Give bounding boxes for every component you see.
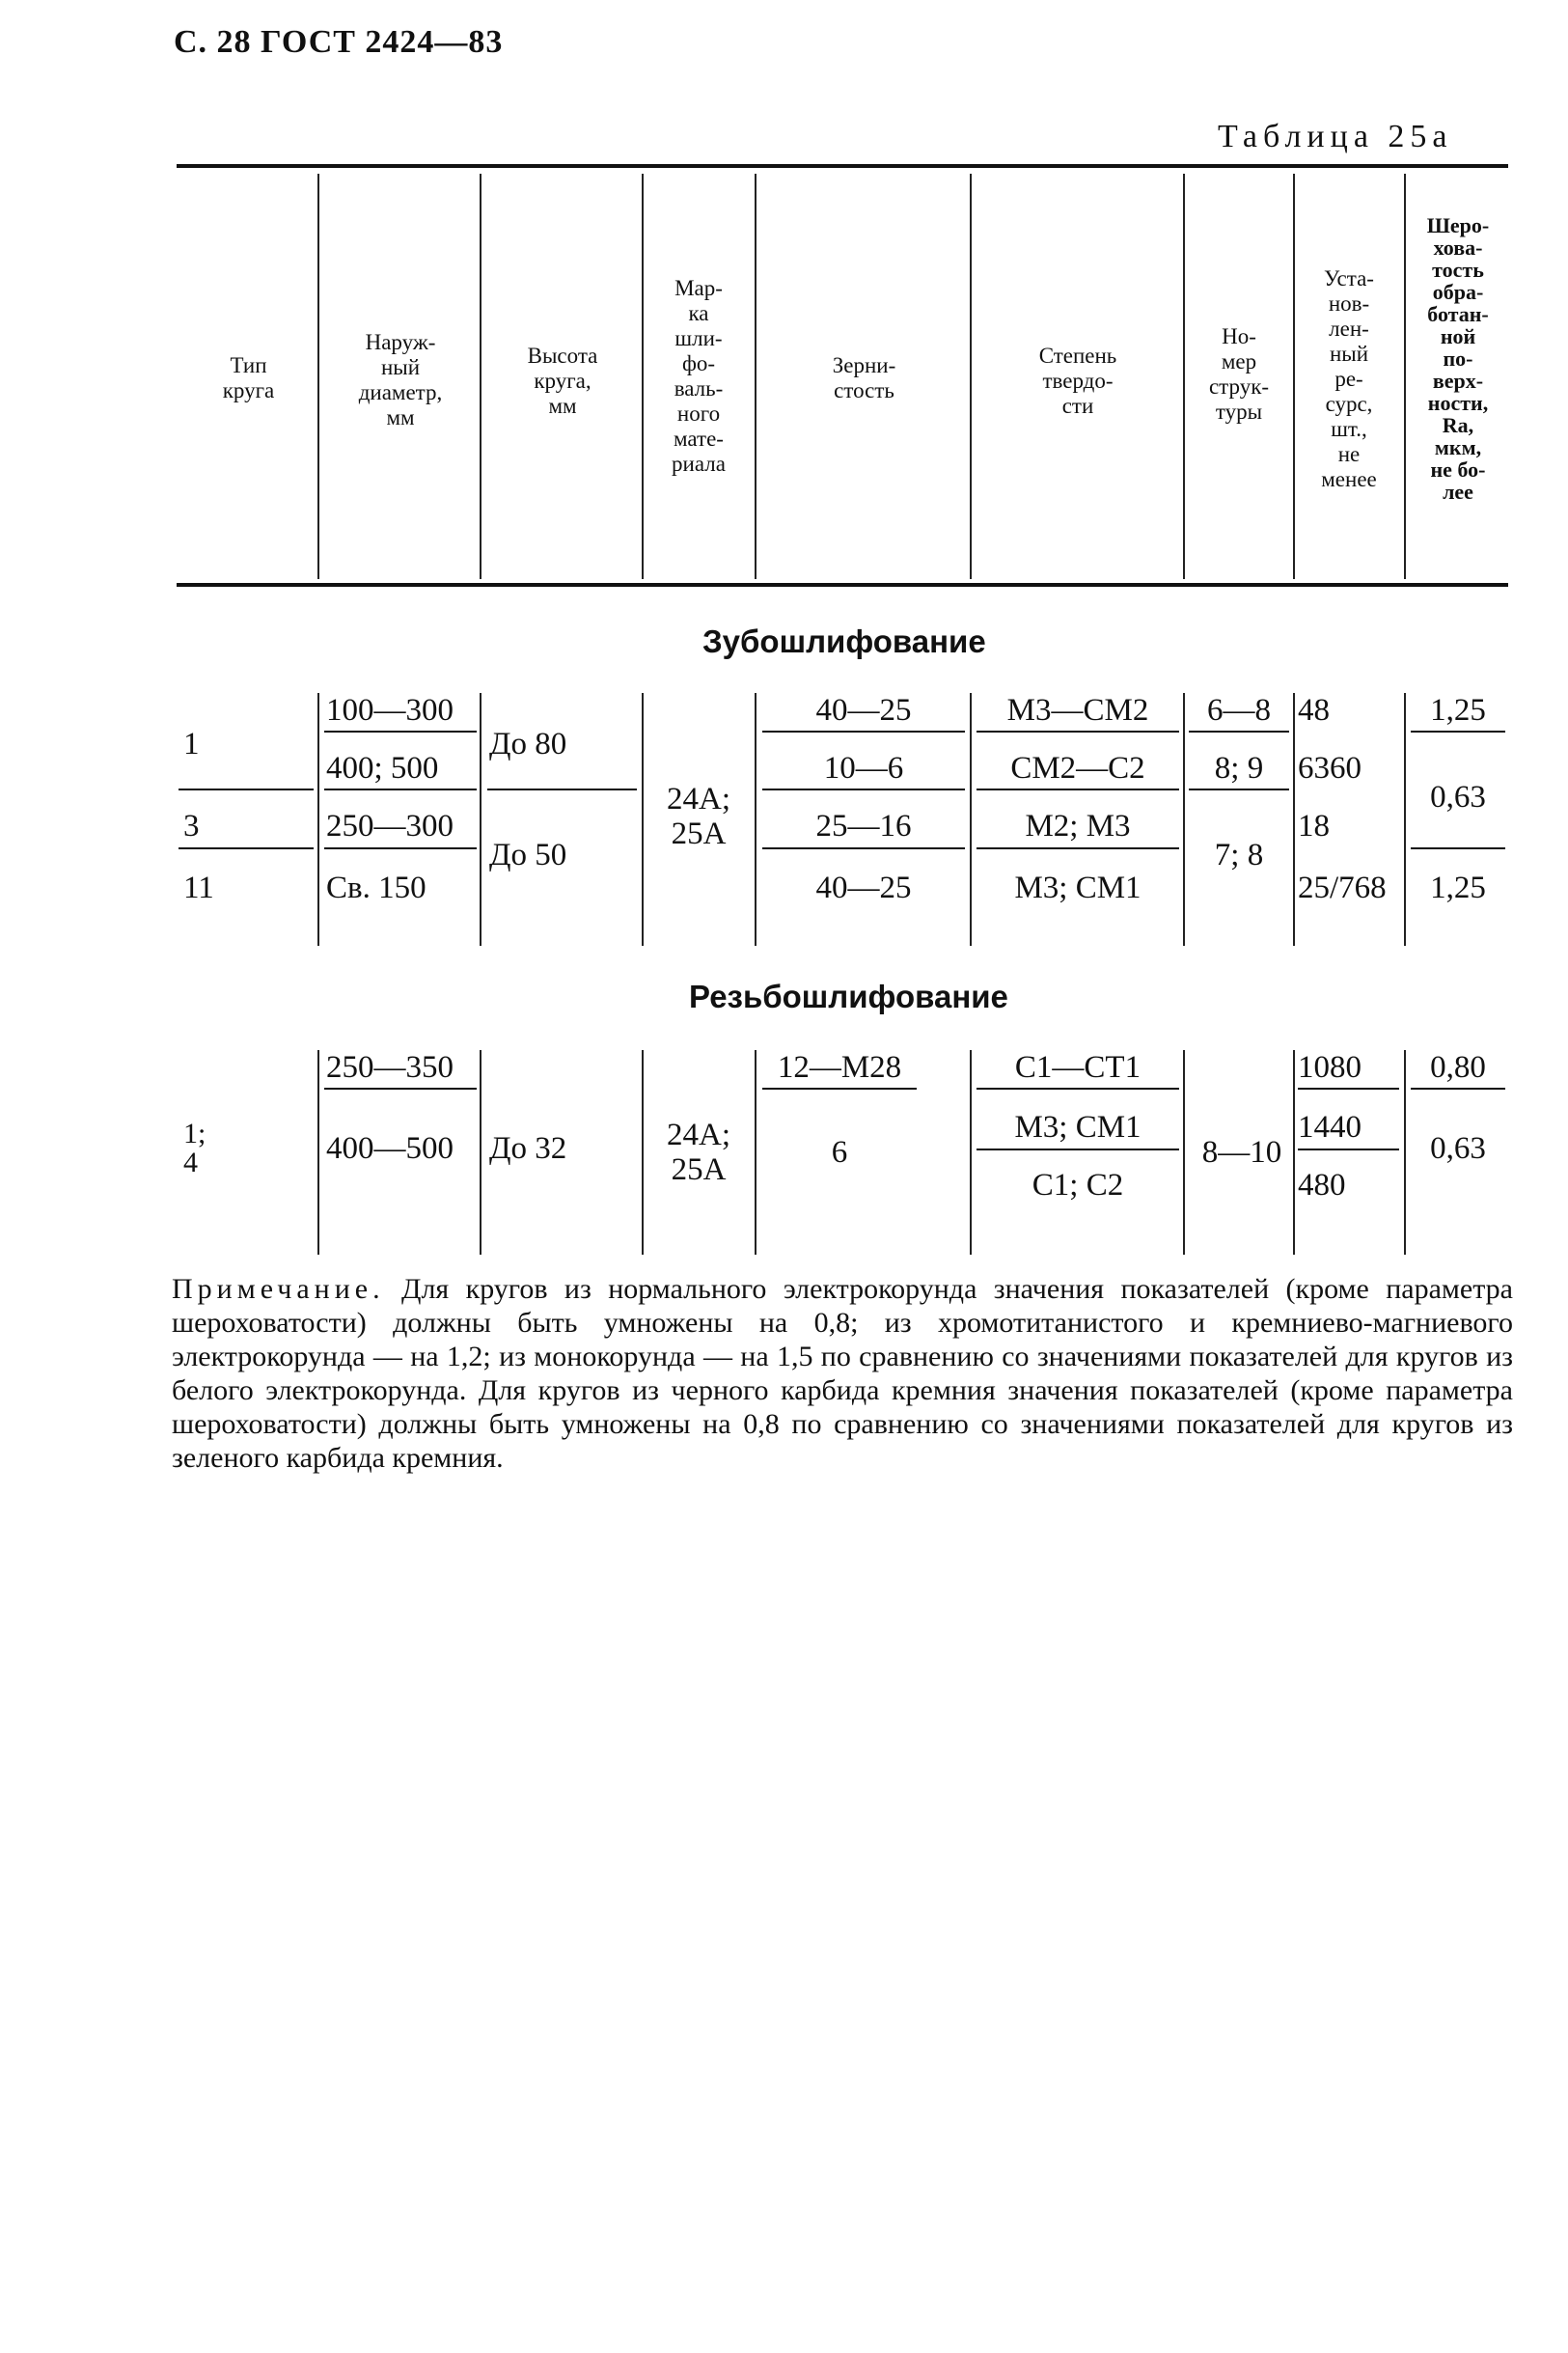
cell-grit: 25—16 <box>815 809 912 844</box>
row-rule <box>762 847 965 849</box>
row-rule <box>1411 1088 1505 1090</box>
table-caption: Таблица 25а <box>1218 119 1453 154</box>
row-rule <box>1189 731 1289 733</box>
column-divider <box>642 1050 644 1255</box>
cell-structure: 8—10 <box>1201 1135 1282 1170</box>
cell-type: 3 <box>183 809 200 844</box>
cell-roughness: 0,63 <box>1430 780 1486 815</box>
column-divider <box>1404 693 1406 946</box>
cell-diameter: 250—350 <box>326 1050 454 1085</box>
cell-grit: 12—М28 <box>777 1050 902 1085</box>
column-divider <box>755 693 756 946</box>
cell-resource: 18 <box>1298 809 1330 844</box>
cell-height: До 32 <box>489 1131 567 1166</box>
cell-hardness: М3; СМ1 <box>1014 871 1142 905</box>
cell-type: 1; 4 <box>183 1118 206 1178</box>
note-lead: Примечание. <box>172 1273 385 1305</box>
row-rule <box>762 1088 917 1090</box>
cell-hardness: С1—СТ1 <box>1014 1050 1142 1085</box>
cell-resource: 6360 <box>1298 751 1362 786</box>
row-rule <box>977 789 1179 790</box>
header-divider <box>642 174 644 579</box>
cell-resource: 480 <box>1298 1168 1346 1203</box>
cell-grit: 6 <box>831 1135 848 1170</box>
row-rule <box>977 1088 1179 1090</box>
row-rule <box>1298 1149 1399 1150</box>
cell-diameter: 400—500 <box>326 1131 454 1166</box>
cell-diameter: 250—300 <box>326 809 454 844</box>
note-paragraph <box>172 1272 1513 1475</box>
column-divider <box>480 693 481 946</box>
column-divider <box>1404 1050 1406 1255</box>
header-height: Высота круга, мм <box>527 344 598 418</box>
row-rule <box>324 1088 477 1090</box>
cell-grit: 40—25 <box>815 693 912 728</box>
cell-height: До 80 <box>489 727 567 761</box>
column-divider <box>480 1050 481 1255</box>
row-rule <box>1411 847 1505 849</box>
cell-hardness: СМ2—С2 <box>1010 751 1145 786</box>
row-rule <box>179 847 314 849</box>
header-material: Мар- ка шли- фо- валь- ного мате- риала <box>672 276 726 476</box>
cell-hardness: М3; СМ1 <box>1014 1110 1142 1145</box>
cell-diameter: 100—300 <box>326 693 454 728</box>
cell-structure: 7; 8 <box>1214 838 1264 872</box>
row-rule <box>324 847 477 849</box>
cell-hardness: М3—СМ2 <box>1006 693 1149 728</box>
cell-resource: 1080 <box>1298 1050 1362 1085</box>
cell-structure: 6—8 <box>1207 693 1271 728</box>
cell-type: 11 <box>183 871 214 905</box>
header-divider <box>480 174 481 579</box>
header-diameter: Наруж- ный диаметр, мм <box>358 330 443 429</box>
section-title: Зубошлифование <box>702 623 986 659</box>
note-body: Для кругов из нормального электрокорунда значения показателей (кроме параметра шероховатости) должны быть умножены на 0,8; из хромотитанистого и кремниево-магниевого электрокорунда — на 1,2; из монокорунда — на 1,5 по сравнению со значениями показателей для кругов из белого электрокорунда. Для кругов из черного карбида кремния значения показателей (кроме параметра шероховатости) должны быть умножены на 0,8 по сравнению со значениями показателей для кругов из зеленого карбида кремния. <box>172 1273 1513 1474</box>
header-divider <box>1183 174 1185 579</box>
cell-grit: 10—6 <box>823 751 904 786</box>
cell-roughness: 1,25 <box>1430 693 1486 728</box>
column-divider <box>1183 1050 1185 1255</box>
row-rule <box>762 731 965 733</box>
header-roughness: Шеро- хова- тость обра- ботан- ной по- верх- ности, Ra, мкм, не бо- лее <box>1426 213 1490 504</box>
table-top-rule <box>177 164 1508 168</box>
cell-roughness: 1,25 <box>1430 871 1486 905</box>
column-divider <box>642 693 644 946</box>
row-rule <box>1298 1088 1399 1090</box>
header-structure: Но- мер струк- туры <box>1208 324 1270 424</box>
header-divider <box>1293 174 1295 579</box>
header-type: Тип круга <box>222 353 275 402</box>
cell-roughness: 0,80 <box>1430 1050 1486 1085</box>
row-rule <box>179 789 314 790</box>
row-rule <box>762 789 965 790</box>
header-hardness: Степень твердо- сти <box>1038 344 1117 418</box>
header-divider <box>1404 174 1406 579</box>
header-grit: Зерни- стость <box>832 353 896 402</box>
header-divider <box>755 174 756 579</box>
row-rule <box>1189 789 1289 790</box>
column-divider <box>1183 693 1185 946</box>
header-resource: Уста- нов- лен- ный ре- сурс, шт., не менее <box>1321 266 1377 491</box>
row-rule <box>977 731 1179 733</box>
cell-diameter: Св. 150 <box>326 871 426 905</box>
column-divider <box>317 693 319 946</box>
cell-structure: 8; 9 <box>1214 751 1264 786</box>
column-divider <box>317 1050 319 1255</box>
row-rule <box>977 847 1179 849</box>
cell-roughness: 0,63 <box>1430 1131 1486 1166</box>
cell-hardness: С1; С2 <box>1032 1168 1124 1203</box>
row-rule <box>324 731 477 733</box>
table-header-bottom-rule <box>177 583 1508 587</box>
column-divider <box>1293 693 1295 946</box>
cell-resource: 25/768 <box>1298 871 1387 905</box>
row-rule <box>487 789 637 790</box>
cell-diameter: 400; 500 <box>326 751 439 786</box>
column-divider <box>970 1050 972 1255</box>
cell-grit: 40—25 <box>815 871 912 905</box>
cell-height: До 50 <box>489 838 567 872</box>
cell-material: 24А; 25А <box>667 1118 730 1187</box>
row-rule <box>977 1149 1179 1150</box>
column-divider <box>755 1050 756 1255</box>
header-divider <box>970 174 972 579</box>
row-rule <box>324 789 477 790</box>
cell-material: 24А; 25А <box>667 782 730 851</box>
header-divider <box>317 174 319 579</box>
cell-resource: 1440 <box>1298 1110 1362 1145</box>
cell-resource: 48 <box>1298 693 1330 728</box>
cell-hardness: М2; М3 <box>1025 809 1131 844</box>
column-divider <box>970 693 972 946</box>
row-rule <box>1411 731 1505 733</box>
cell-type: 1 <box>183 727 200 761</box>
page-header: С. 28 ГОСТ 2424—83 <box>174 24 504 60</box>
section-title: Резьбошлифование <box>689 979 1008 1014</box>
